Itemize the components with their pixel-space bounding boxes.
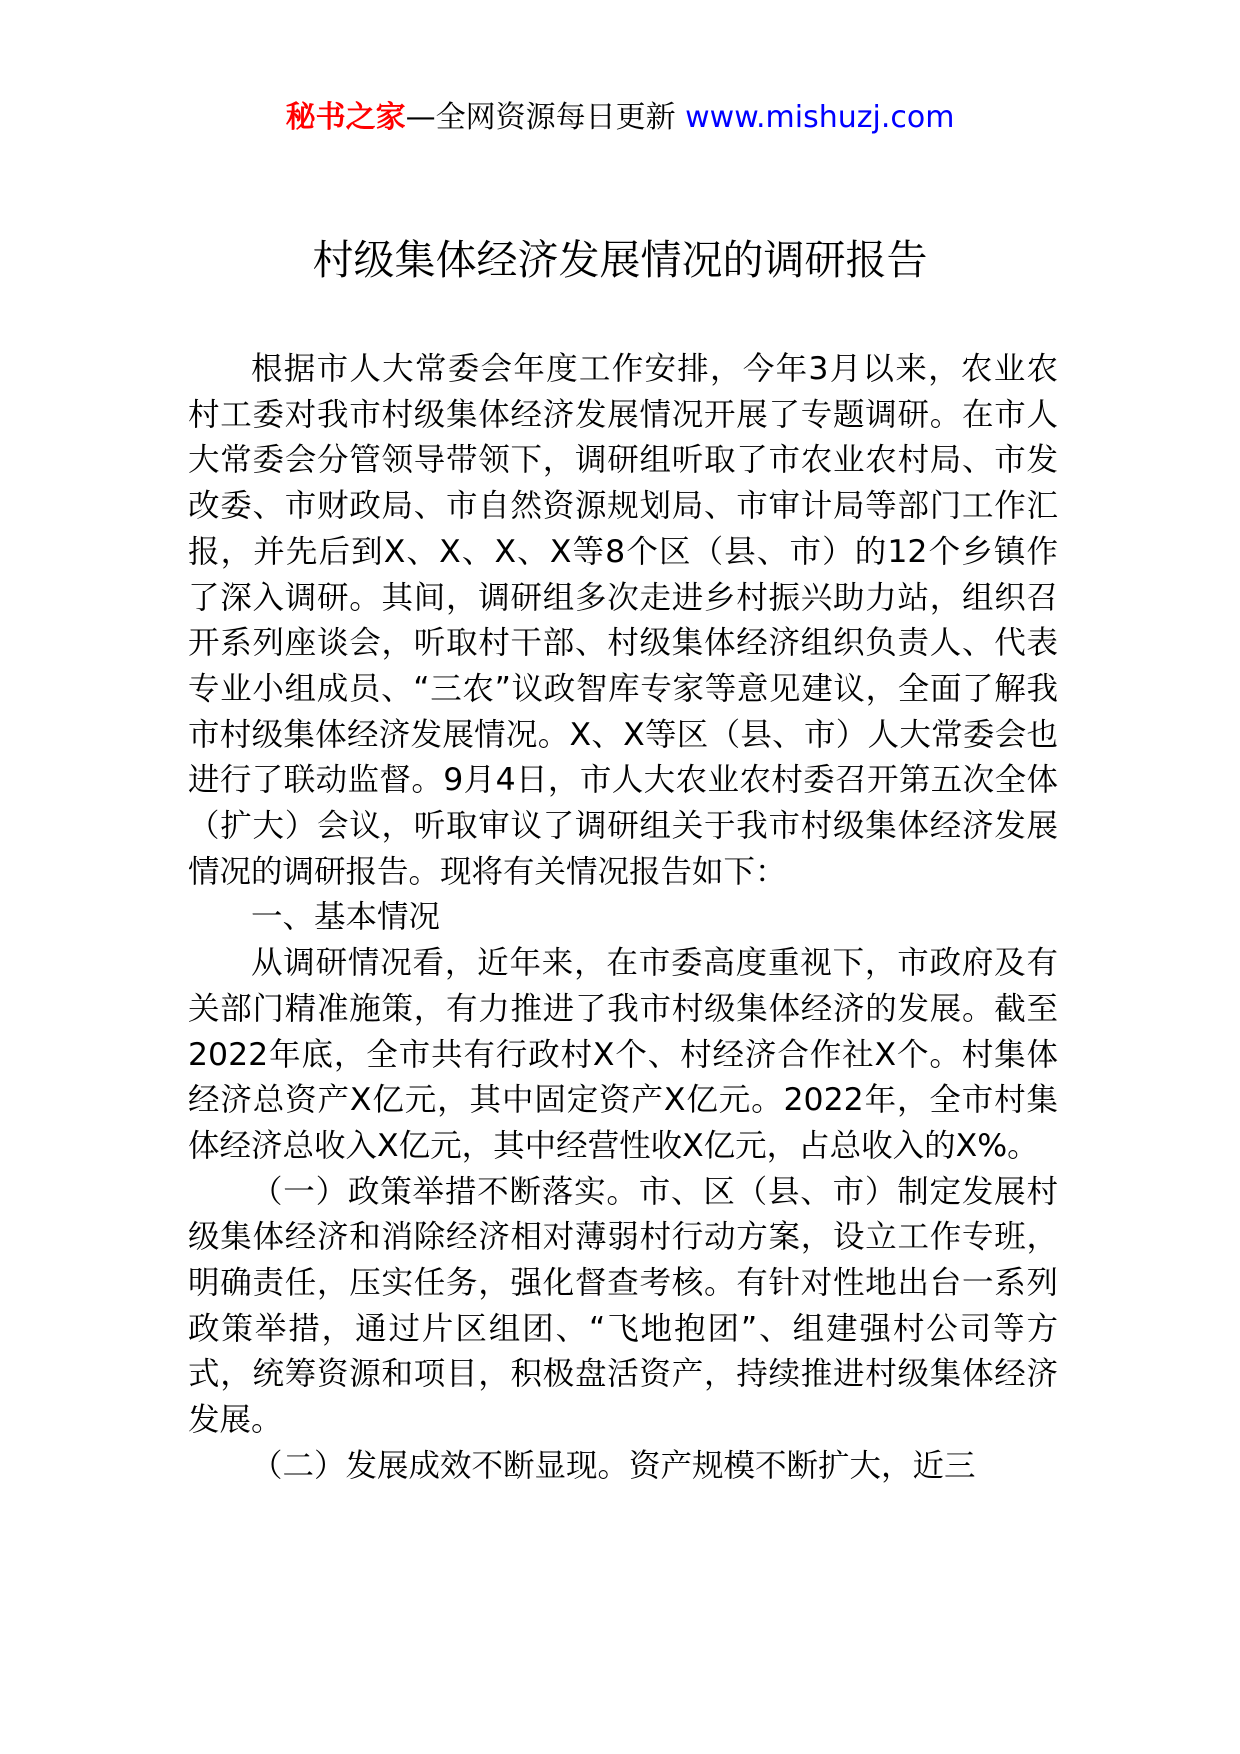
paragraph-overview: 从调研情况看，近年来，在市委高度重视下，市政府及有关部门精准施策，有力推进了我市村级集体经济的发展。截至2022年底，全市共有行政村X个、村经济合作社X个。村集体经济总资产X亿元，其中固定资产X亿元。2022年，全市村集体经济总收入X亿元，其中经营性收X亿元，占总收入的X%。 [188, 945, 1058, 1164]
paragraph-development-results: （二）发展成效不断显现。资产规模不断扩大，近三 [251, 1447, 976, 1484]
document-title: 村级集体经济发展情况的调研报告 [312, 236, 928, 284]
paragraph-intro: 根据市人大常委会年度工作安排，今年3月以来，农业农村工委对我市村级集体经济发展情况开展了专题调研。在市人大常委会分管领导带领下，调研组听取了市农业农村局、市发改委、市财政局、市自然资源规划局、市审计局等部门工作汇报，并先后到X、X、X、X等8个区（县、市）的12个乡镇作了深入调研。其间，调研组多次走进乡村振兴助力站，组织召开系列座谈会，听取村干部、村级集体经济组织负责人、代表专业小组成员、“三农”议政智库专家等意见建议，全面了解我市村级集体经济发展情况。X、X等区（县、市）人大常委会也进行了联动监督。9月4日，市人大农业农村委召开第五次全体（扩大）会议，听取审议了调研组关于我市村级集体经济发展情况的调研报告。现将有关情况报告如下： [188, 351, 1058, 890]
document-body [188, 347, 1058, 1490]
section-heading-basic-situation: 一、基本情况 [251, 899, 441, 936]
paragraph-policy-measures: （一）政策举措不断落实。市、区（县、市）制定发展村级集体经济和消除经济相对薄弱村行动方案，设立工作专班，明确责任，压实任务，强化督查考核。有针对性地出台一系列政策举措，通过片区组团、“飞地抱团”、组建强村公司等方式，统筹资源和项目，积极盘活资产，持续推进村级集体经济发展。 [188, 1173, 1058, 1439]
site-header [0, 98, 1240, 138]
header-tagline: —全网资源每日更新 [405, 100, 686, 135]
site-url-link[interactable]: www.mishuzj.com [685, 100, 955, 135]
brand-name: 秘书之家 [285, 100, 406, 135]
